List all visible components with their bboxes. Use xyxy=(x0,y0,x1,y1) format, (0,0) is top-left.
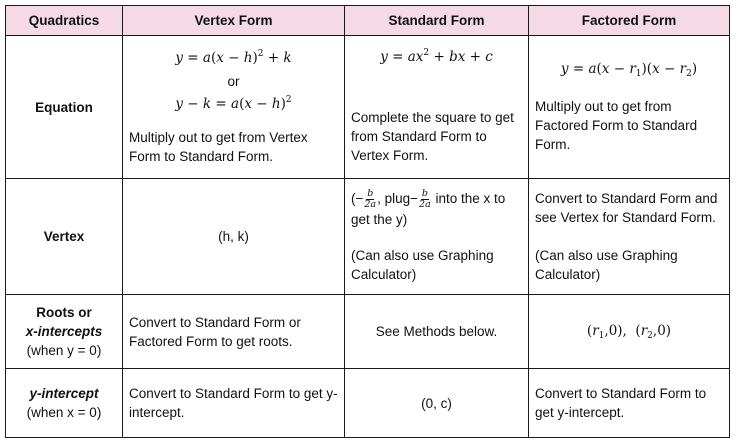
roots-label xyxy=(6,295,123,369)
roots-factored-form: $(r_1,0)$, $(r_2,0)$ xyxy=(529,295,730,369)
equation-row xyxy=(6,36,730,179)
header-vertex-form: Vertex Form xyxy=(123,6,345,36)
yint-label xyxy=(6,369,123,438)
vertex-row xyxy=(6,179,730,295)
roots-row xyxy=(6,295,730,369)
roots-label-line2: x-intercepts xyxy=(25,324,103,339)
roots-standard-form: See Methods below. xyxy=(345,295,529,369)
roots-label-line1: Roots or xyxy=(36,305,92,320)
yint-row xyxy=(6,369,730,438)
factored-form-note: Multiply out to get from Factored Form to Standard Form. xyxy=(535,99,698,152)
equation-standard-form-cell xyxy=(345,36,529,179)
vertex-vertex-form: (h, k) xyxy=(123,179,345,295)
yint-standard-form: (0, c) xyxy=(345,369,529,438)
vertex-standard-formula: (− $\frac{b}{2a}$ , plug− $\frac{b}{2a}$ into the x to get the y) xyxy=(351,188,506,227)
quadratics-table xyxy=(5,5,730,438)
vertex-standard-text-b: into the x to get the y) xyxy=(351,191,506,227)
header-standard-form: Standard Form xyxy=(345,6,529,36)
equation-factored-form-cell xyxy=(529,36,730,179)
header-factored-form: Factored Form xyxy=(529,6,730,36)
roots-vertex-form: Convert to Standard Form or Factored Form to get roots. xyxy=(123,295,345,369)
vertex-form-equation: $y = a(x - h)^2 + k$ xyxy=(175,48,292,66)
vertex-factored-form-cell xyxy=(529,179,730,295)
fraction-b-over-2a-2: $\frac{b}{2a}$ xyxy=(419,188,431,210)
yint-label-line2: (when x = 0) xyxy=(26,405,102,420)
yint-label-line1: y-intercept xyxy=(29,386,99,401)
vertex-form-note: Multiply out to get from Vertex Form to Standard Form. xyxy=(129,129,308,164)
yint-factored-form: Convert to Standard Form to get y-intercept. xyxy=(529,369,730,438)
vertex-factored-text: Convert to Standard Form and see Vertex for Standard Form. xyxy=(535,191,718,225)
vertex-label: Vertex xyxy=(6,179,123,295)
standard-form-equation: $y = ax^2$ + bx + c xyxy=(380,47,493,65)
roots-label-line3: (when y = 0) xyxy=(26,343,102,358)
vertex-standard-text-a: , plug xyxy=(377,191,411,207)
yint-vertex-form: Convert to Standard Form to get y-intercept. xyxy=(123,369,345,438)
header-quadratics: Quadratics xyxy=(6,6,123,36)
equation-label: Equation xyxy=(6,36,123,179)
vertex-standard-form-cell xyxy=(345,179,529,295)
factored-form-equation: $y = a(x - r_1)(x - r_2)$ xyxy=(560,61,698,79)
fraction-b-over-2a: $\frac{b}{2a}$ xyxy=(364,188,377,210)
header-row xyxy=(6,6,730,36)
vertex-standard-note: (Can also use Graphing Calculator) xyxy=(351,248,494,282)
vertex-factored-note: (Can also use Graphing Calculator) xyxy=(535,248,678,282)
standard-form-note: Complete the square to get from Standard Form to Vertex Form. xyxy=(351,109,514,163)
vertex-form-equation-alt: $y - k = a(x - h)^2$ xyxy=(175,94,292,112)
equation-vertex-form-cell xyxy=(123,36,345,179)
or-text: or xyxy=(227,73,240,89)
